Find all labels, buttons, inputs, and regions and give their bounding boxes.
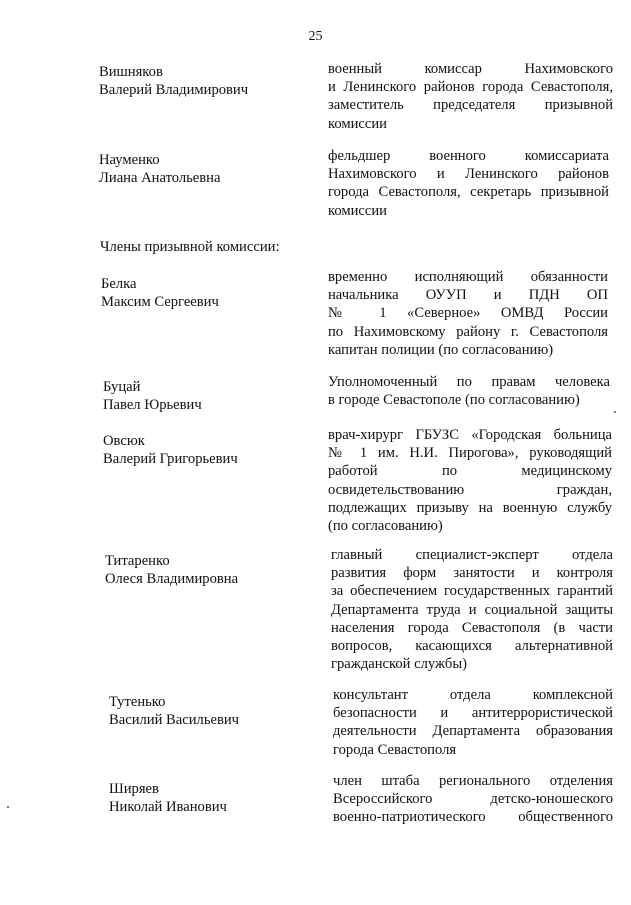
page-number: 25 [308, 29, 323, 44]
position-line: консультант отдела комплексной [333, 687, 613, 703]
position-line: фельдшер военного комиссариата [328, 148, 609, 164]
position-line: в городе Севастополе (по согласованию) [328, 392, 580, 409]
position-line: деятельности Департамента образования [333, 723, 613, 740]
position-line: заместитель председателя призывной [328, 97, 613, 114]
member-name [103, 378, 202, 414]
member-name [109, 780, 227, 816]
member-given-names: Олеся Владимировна [105, 571, 239, 587]
position-line: член штаба регионального отделения [333, 773, 613, 789]
position-line: главный специалист-эксперт отдела [331, 547, 613, 563]
member-name [109, 693, 239, 729]
position-line: Департамента труда и социальной защиты [331, 601, 613, 618]
member-name [99, 63, 248, 99]
member-given-names: Валерий Григорьевич [103, 451, 238, 467]
position-line: развития форм занятости и контроля [331, 565, 613, 582]
member-position [331, 546, 613, 673]
scan-speck [614, 411, 616, 413]
member-given-names: Валерий Владимирович [99, 82, 249, 98]
member-given-names: Николай Иванович [109, 799, 227, 815]
position-line: капитан полиции (по согласованию) [328, 341, 554, 358]
member-surname: Ширяев [109, 781, 159, 797]
member-name [101, 275, 219, 311]
member-name [103, 432, 238, 468]
position-line: военный комиссар Нахимовского [328, 61, 613, 77]
member-position [333, 772, 613, 827]
position-line: города Севастополя, секретарь призывной [328, 184, 609, 201]
member-given-names: Павел Юрьевич [103, 397, 202, 413]
section-heading: Члены призывной комиссии: [100, 239, 280, 255]
position-line: Всероссийского детско-юношеского [333, 791, 613, 808]
position-line: комиссии [328, 115, 387, 132]
member-name [99, 151, 220, 187]
member-position [328, 426, 612, 535]
position-line: работой по медицинскому [328, 463, 612, 480]
member-position [328, 268, 608, 359]
member-position [328, 60, 613, 133]
position-line: № 1 «Северное» ОМВД России [328, 305, 608, 322]
scan-speck [7, 806, 9, 808]
position-line: Уполномоченный по правам человека [328, 374, 610, 390]
member-position [328, 147, 609, 220]
member-surname: Тутенько [109, 694, 166, 710]
position-line: военно-патриотического общественного [333, 809, 613, 826]
member-surname: Овсюк [103, 433, 145, 449]
member-position [333, 686, 613, 759]
member-surname: Титаренко [105, 553, 170, 569]
position-line: и Ленинского районов города Севастополя, [328, 79, 613, 96]
member-given-names: Лиана Анатольевна [99, 170, 221, 186]
position-line: начальника ОУУП и ПДН ОП [328, 287, 608, 304]
member-position [328, 373, 610, 409]
member-given-names: Василий Васильевич [109, 712, 240, 728]
position-line: Нахимовского и Ленинского районов [328, 166, 609, 183]
position-line: безопасности и антитеррористической [333, 705, 613, 722]
member-surname: Буцай [103, 379, 141, 395]
member-surname: Вишняков [99, 64, 163, 80]
member-surname: Белка [101, 276, 137, 292]
position-line: подлежащих призыву на военную службу [328, 499, 612, 516]
position-line: временно исполняющий обязанности [328, 269, 608, 285]
position-line: комиссии [328, 202, 387, 219]
position-line: вопросов, касающихся альтернативной [331, 638, 613, 655]
member-name [105, 552, 238, 588]
member-given-names: Максим Сергеевич [101, 294, 219, 310]
position-line: освидетельствованию граждан, [328, 481, 612, 498]
position-line: города Севастополя [333, 741, 457, 758]
member-surname: Науменко [99, 152, 160, 168]
position-line: за обеспечением государственных гарантий [331, 583, 613, 600]
position-line: гражданской службы) [331, 656, 467, 673]
position-line: № 1 им. Н.И. Пирогова», руководящий [328, 445, 612, 462]
position-line: населения города Севастополя (в части [331, 619, 613, 636]
position-line: врач-хирург ГБУЗС «Городская больница [328, 427, 612, 443]
position-line: по Нахимовскому району г. Севастополя [328, 323, 608, 340]
position-line: (по согласованию) [328, 518, 443, 535]
